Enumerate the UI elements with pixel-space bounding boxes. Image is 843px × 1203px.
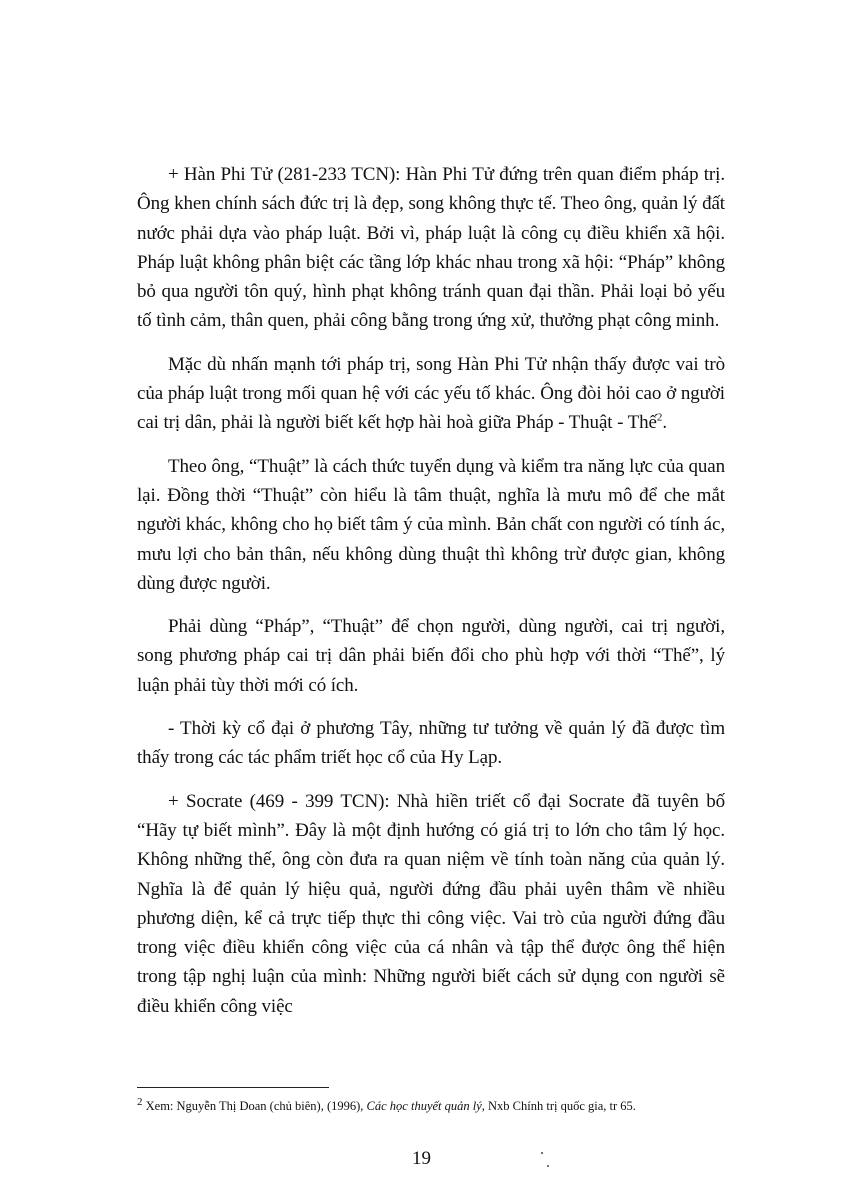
paragraph-thuat: Theo ông, “Thuật” là cách thức tuyển dụng và kiểm tra năng lực của quan lại. Đồng thời “Thuật” còn hiểu là tâm thuật, nghĩa là mưu mô để che mắt người khác, không cho họ biết tâm ý của mình. Bản chất con người có tính ác, mưu lợi cho bản thân, nếu không dùng thuật thì không trừ được gian, không dùng được người. xyxy=(137,455,725,594)
paragraph-end: . xyxy=(662,412,667,434)
paragraph-han-phi-tu: + Hàn Phi Tử (281-233 TCN): Hàn Phi Tử đứng trên quan điểm pháp trị. Ông khen chính sách đức trị là đẹp, song không thực tế. Theo ông, quản lý đất nước phải dựa vào pháp luật. Bởi vì, pháp luật là công cụ điều khiển xã hội. Pháp luật không phân biệt các tầng lớp khác nhau trong xã hội: “Pháp” không bỏ qua người tôn quý, hình phạt không tránh quan đại thần. Phải loại bỏ yếu tố tình cảm, thân quen, phải công bằng trong ứng xử, thưởng phạt công minh. xyxy=(137,164,725,332)
footnote-divider xyxy=(137,1087,329,1088)
scan-speck xyxy=(547,1165,549,1167)
paragraph-phap-thuat: Phải dùng “Pháp”, “Thuật” để chọn người, dùng người, cai trị người, song phương pháp cai trị dân phải biến đổi cho phù hợp với thời “Thế”, lý luận phải tùy thời mới có ích. xyxy=(137,616,725,696)
footnote-reference: 2 xyxy=(656,412,663,425)
footnote-lead: Xem: Nguyễn Thị Doan (chủ biên), (1996), xyxy=(142,1099,367,1113)
footnote-book-title: Các học thuyết quản lý, xyxy=(366,1099,485,1113)
paragraph-phap-thuat-the xyxy=(137,350,725,438)
scan-speck xyxy=(541,1152,543,1154)
paragraph-phuong-tay: - Thời kỳ cổ đại ở phương Tây, những tư tưởng về quản lý đã được tìm thấy trong các tác phẩm triết học cổ của Hy Lạp. xyxy=(137,718,725,769)
footnote-marker: 2 xyxy=(137,1095,143,1108)
paragraph-text: Mặc dù nhấn mạnh tới pháp trị, song Hàn Phi Tử nhận thấy được vai trò của pháp luật trong mối quan hệ với các yếu tố khác. Ông đòi hỏi cao ở người cai trị dân, phải là người biết kết hợp hài hoà giữa Pháp - Thuật - Thế xyxy=(137,353,725,434)
footnote-tail: Nxb Chính trị quốc gia, tr 65. xyxy=(484,1099,636,1113)
paragraph-socrate: + Socrate (469 - 399 TCN): Nhà hiền triết cổ đại Socrate đã tuyên bố “Hãy tự biết mình”. Đây là một định hướng có giá trị to lớn cho tâm lý học. Không những thế, ông còn đưa ra quan niệm về tính toàn năng của quản lý. Nghĩa là để quản lý hiệu quả, người đứng đầu phải uyên thâm về nhiều phương diện, kể cả trực tiếp thực thi công việc. Vai trò của người đứng đầu trong việc điều khiển công việc của cá nhân và tập thể được ông thể hiện trong tập nghị luận của mình: Những người biết cách sử dụng con người sẽ điều khiển công việc xyxy=(137,790,725,1017)
page-number: 19 xyxy=(412,1148,431,1169)
footnote xyxy=(137,1097,725,1115)
body-text xyxy=(137,160,725,1035)
